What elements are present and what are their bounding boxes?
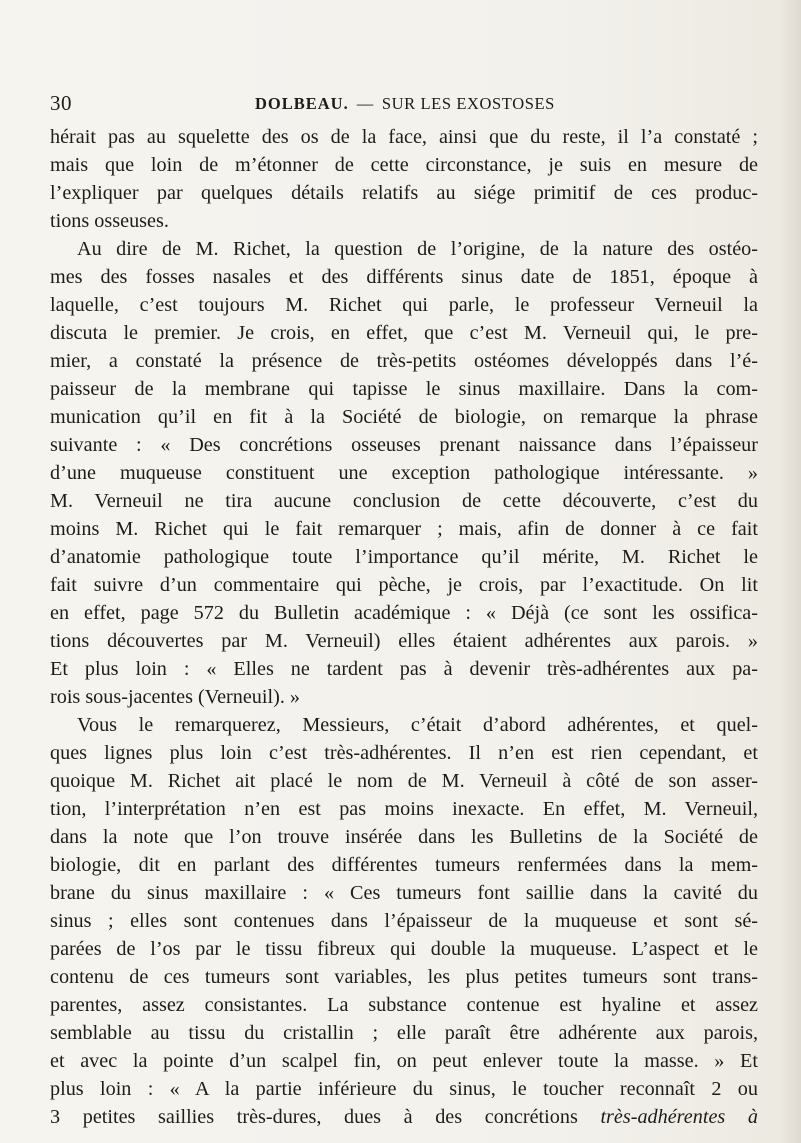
text-line: sinus ; elles sont contenues dans l’épaisseur de la muqueuse et sont sé- (50, 910, 758, 932)
text-line: mais que loin de m’étonner de cette circonstance, je suis en mesure de (50, 154, 758, 176)
text-line: tions osseuses. (50, 210, 169, 232)
text-line: Vous le remarquerez, Messieurs, c’était d’abord adhérentes, et quel- (77, 714, 758, 736)
text-line: brane du sinus maxillaire : « Ces tumeurs font saillie dans la cavité du (50, 882, 758, 904)
running-head-title (255, 90, 555, 118)
text-line: munication qu’il en fit à la Société de biologie, on remarque la phrase (50, 406, 758, 428)
running-head-author: DOLBEAU. (255, 94, 349, 113)
text-line: suivante : « Des concrétions osseuses prenant naissance dans l’épaisseur (50, 434, 758, 456)
text-line: semblable au tissu du cristallin ; elle paraît être adhérente aux parois, (50, 1022, 758, 1044)
text-line: dans la note que l’on trouve insérée dans les Bulletins de la Société de (50, 826, 758, 848)
text-line: rois sous-jacentes (Verneuil). » (50, 686, 301, 708)
text-line: quoique M. Richet ait placé le nom de M. Verneuil à côté de son asser- (50, 770, 758, 792)
text-line-final-roman: 3 petites saillies très-dures, dues à des concrétions (50, 1106, 578, 1128)
text-line: fait suivre d’un commentaire qui pèche, je crois, par l’exactitude. On lit (50, 574, 758, 596)
text-line: paisseur de la membrane qui tapisse le sinus maxillaire. Dans la com- (50, 378, 758, 400)
text-line: en effet, page 572 du Bulletin académique : « Déjà (ce sont les ossifica- (50, 602, 758, 624)
text-line: tions découvertes par M. Verneuil) elles étaient adhérentes aux parois. » (50, 630, 758, 652)
text-line: M. Verneuil ne tira aucune conclusion de cette découverte, c’est du (50, 490, 758, 512)
text-line: Et plus loin : « Elles ne tardent pas à devenir très-adhérentes aux pa- (50, 658, 758, 680)
running-head-separator: — (356, 94, 374, 113)
text-line: hérait pas au squelette des os de la face, ainsi que du reste, il l’a constaté ; (50, 126, 758, 148)
running-head-subject: SUR LES EXOSTOSES (381, 94, 555, 113)
text-line: contenu de ces tumeurs sont variables, les plus petites tumeurs sont trans- (50, 966, 758, 988)
text-line: laquelle, c’est toujours M. Richet qui parle, le professeur Verneuil la (50, 294, 758, 316)
text-line: l’expliquer par quelques détails relatifs au siége primitif de ces produc- (50, 182, 758, 204)
text-line: parentes, assez consistantes. La substance contenue est hyaline et assez (50, 994, 758, 1016)
page-edge-shadow (779, 0, 801, 1143)
text-line: moins M. Richet qui le fait remarquer ; mais, afin de donner à ce fait (50, 518, 758, 540)
text-line: biologie, dit en parlant des différentes tumeurs renfermées dans la mem- (50, 854, 758, 876)
text-line: Au dire de M. Richet, la question de l’origine, de la nature des ostéo- (77, 238, 758, 260)
text-line: et avec la pointe d’un scalpel fin, on peut enlever toute la masse. » Et (50, 1050, 758, 1072)
page-number: 30 (50, 91, 72, 115)
text-line: parées de l’os par le tissu fibreux qui double la muqueuse. L’aspect et le (50, 938, 758, 960)
text-line-final-italic: très-adhérentes à (600, 1106, 758, 1128)
text-line: ques lignes plus loin c’est très-adhérentes. Il n’en est rien cependant, et (50, 742, 758, 764)
text-line: mes des fosses nasales et des différents sinus date de 1851, époque à (50, 266, 758, 288)
running-head (50, 88, 770, 118)
text-line: mier, a constaté la présence de très-petits ostéomes développés dans l’é- (50, 350, 758, 372)
text-line: d’anatomie pathologique toute l’importance qu’il mérite, M. Richet le (50, 546, 758, 568)
text-line: d’une muqueuse constituent une exception pathologique intéressante. » (50, 462, 758, 484)
text-line-final (50, 1103, 758, 1131)
text-line: discuta le premier. Je crois, en effet, que c’est M. Verneuil qui, le pre- (50, 322, 758, 344)
text-line: plus loin : « A la partie inférieure du sinus, le toucher reconnaît 2 ou (50, 1078, 758, 1100)
text-line: tion, l’interprétation n’en est pas moins inexacte. En effet, M. Verneuil, (50, 798, 758, 820)
